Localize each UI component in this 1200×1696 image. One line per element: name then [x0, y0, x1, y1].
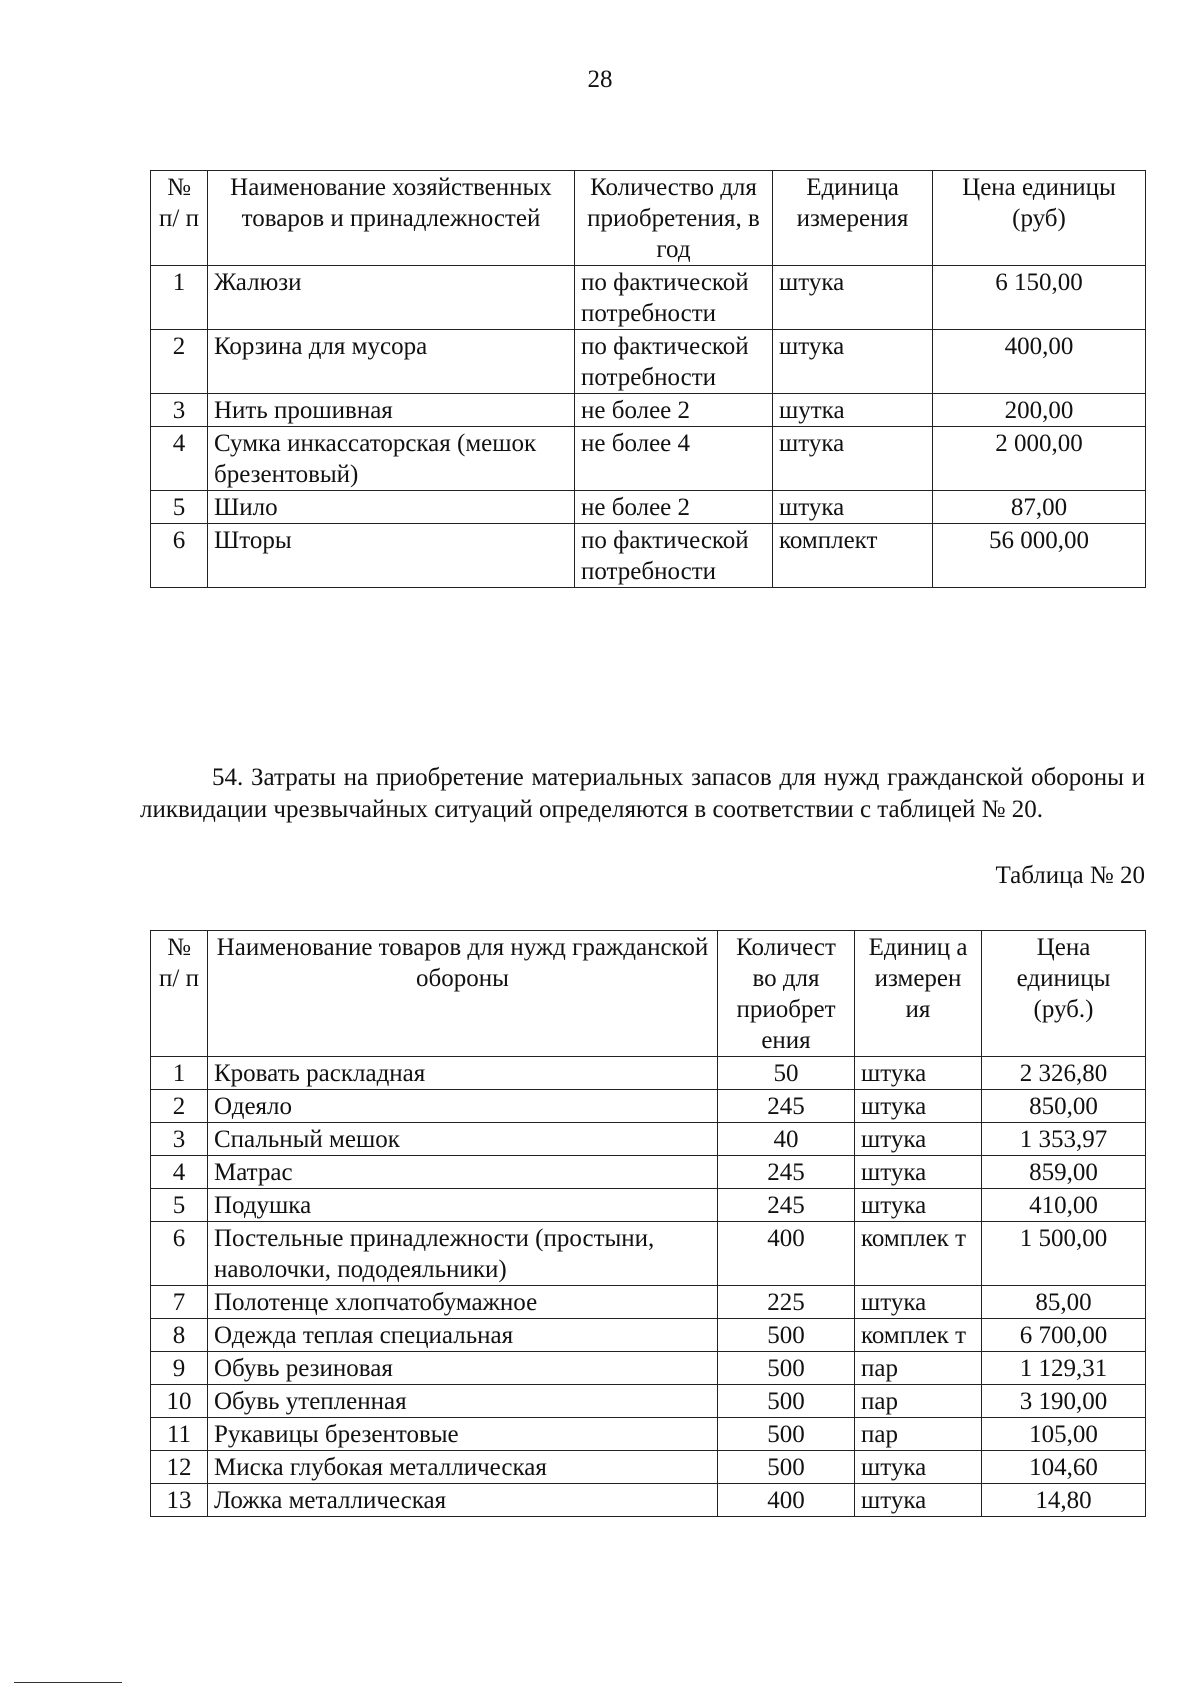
- cell-unit: штука: [855, 1090, 982, 1123]
- cell-price: 6 150,00: [933, 266, 1146, 330]
- cell-price: 400,00: [933, 330, 1146, 394]
- header-num: № п/ п: [151, 171, 208, 266]
- table-row: [151, 1286, 1146, 1319]
- cell-num: 10: [151, 1385, 208, 1418]
- cell-qty: не более 2: [575, 394, 773, 427]
- cell-qty: 400: [718, 1484, 855, 1517]
- cell-unit: пар: [855, 1352, 982, 1385]
- cell-qty: 225: [718, 1286, 855, 1319]
- header-unit: Единица измерения: [773, 171, 933, 266]
- cell-price: 14,80: [982, 1484, 1146, 1517]
- cell-price: 1 353,97: [982, 1123, 1146, 1156]
- cell-num: 1: [151, 266, 208, 330]
- cell-unit: штука: [855, 1484, 982, 1517]
- cell-num: 4: [151, 1156, 208, 1189]
- cell-qty: по фактической потребности: [575, 330, 773, 394]
- table-body: [151, 1057, 1146, 1517]
- cell-name: Спальный мешок: [208, 1123, 718, 1156]
- cell-name: Подушка: [208, 1189, 718, 1222]
- cell-name: Постельные принадлежности (простыни, наволочки, пододеяльники): [208, 1222, 718, 1286]
- table-body: [151, 266, 1146, 588]
- cell-num: 4: [151, 427, 208, 491]
- cell-qty: 400: [718, 1222, 855, 1286]
- cell-name: Корзина для мусора: [208, 330, 575, 394]
- cell-price: 87,00: [933, 491, 1146, 524]
- cell-num: 12: [151, 1451, 208, 1484]
- cell-price: 859,00: [982, 1156, 1146, 1189]
- table-header-row: [151, 931, 1146, 1057]
- cell-price: 1 129,31: [982, 1352, 1146, 1385]
- cell-price: 105,00: [982, 1418, 1146, 1451]
- cell-price: 410,00: [982, 1189, 1146, 1222]
- table-row: [151, 1319, 1146, 1352]
- cell-name: Обувь резиновая: [208, 1352, 718, 1385]
- cell-unit: пар: [855, 1418, 982, 1451]
- cell-price: 2 326,80: [982, 1057, 1146, 1090]
- cell-name: Ложка металлическая: [208, 1484, 718, 1517]
- cell-unit: штука: [855, 1123, 982, 1156]
- cell-price: 3 190,00: [982, 1385, 1146, 1418]
- cell-name: Жалюзи: [208, 266, 575, 330]
- cell-price: 6 700,00: [982, 1319, 1146, 1352]
- cell-qty: 245: [718, 1090, 855, 1123]
- table-row: [151, 394, 1146, 427]
- cell-name: Шторы: [208, 524, 575, 588]
- cell-name: Обувь утепленная: [208, 1385, 718, 1418]
- cell-qty: 500: [718, 1319, 855, 1352]
- cell-unit: комплект: [773, 524, 933, 588]
- cell-num: 6: [151, 1222, 208, 1286]
- table-row: [151, 524, 1146, 588]
- cell-price: 2 000,00: [933, 427, 1146, 491]
- table-caption: Таблица № 20: [995, 862, 1145, 889]
- cell-name: Шило: [208, 491, 575, 524]
- cell-unit: штука: [773, 427, 933, 491]
- cell-unit: штука: [855, 1189, 982, 1222]
- header-price: Цена единицы (руб): [933, 171, 1146, 266]
- cell-qty: 245: [718, 1189, 855, 1222]
- table-row: [151, 1418, 1146, 1451]
- cell-price: 85,00: [982, 1286, 1146, 1319]
- table-row: [151, 1189, 1146, 1222]
- header-qty: Количество для приобретения, в год: [575, 171, 773, 266]
- table-row: [151, 1222, 1146, 1286]
- cell-num: 6: [151, 524, 208, 588]
- cell-unit: штука: [855, 1286, 982, 1319]
- table-row: [151, 1352, 1146, 1385]
- cell-price: 200,00: [933, 394, 1146, 427]
- cell-num: 3: [151, 1123, 208, 1156]
- cell-num: 13: [151, 1484, 208, 1517]
- header-name: Наименование хозяйственных товаров и принадлежностей: [208, 171, 575, 266]
- household-goods-table: [150, 170, 1146, 588]
- header-qty: Количест во для приобрет ения: [718, 931, 855, 1057]
- cell-qty: по фактической потребности: [575, 266, 773, 330]
- cell-name: Одеяло: [208, 1090, 718, 1123]
- cell-name: Кровать раскладная: [208, 1057, 718, 1090]
- cell-qty: 245: [718, 1156, 855, 1189]
- cell-qty: 500: [718, 1352, 855, 1385]
- cell-unit: комплек т: [855, 1222, 982, 1286]
- cell-num: 8: [151, 1319, 208, 1352]
- cell-qty: по фактической потребности: [575, 524, 773, 588]
- table-row: [151, 1123, 1146, 1156]
- cell-unit: штука: [773, 491, 933, 524]
- table-row: [151, 266, 1146, 330]
- cell-num: 2: [151, 1090, 208, 1123]
- cell-unit: штука: [855, 1451, 982, 1484]
- table-row: [151, 1484, 1146, 1517]
- cell-unit: штука: [773, 266, 933, 330]
- cell-qty: 50: [718, 1057, 855, 1090]
- table-row: [151, 491, 1146, 524]
- header-unit: Единиц а измерен ия: [855, 931, 982, 1057]
- cell-num: 9: [151, 1352, 208, 1385]
- cell-unit: штука: [773, 330, 933, 394]
- civil-defense-table: [150, 930, 1146, 1517]
- table-row: [151, 330, 1146, 394]
- cell-qty: 500: [718, 1418, 855, 1451]
- cell-name: Полотенце хлопчатобумажное: [208, 1286, 718, 1319]
- header-name: Наименование товаров для нужд гражданской обороны: [208, 931, 718, 1057]
- cell-name: Одежда теплая специальная: [208, 1319, 718, 1352]
- cell-price: 104,60: [982, 1451, 1146, 1484]
- cell-num: 2: [151, 330, 208, 394]
- cell-num: 7: [151, 1286, 208, 1319]
- cell-qty: 40: [718, 1123, 855, 1156]
- table-row: [151, 1090, 1146, 1123]
- header-price: Цена единицы (руб.): [982, 931, 1146, 1057]
- table-row: [151, 1451, 1146, 1484]
- cell-num: 5: [151, 1189, 208, 1222]
- cell-qty: не более 4: [575, 427, 773, 491]
- cell-qty: 500: [718, 1451, 855, 1484]
- cell-qty: не более 2: [575, 491, 773, 524]
- table-row: [151, 427, 1146, 491]
- cell-unit: пар: [855, 1385, 982, 1418]
- cell-name: Миска глубокая металлическая: [208, 1451, 718, 1484]
- cell-num: 5: [151, 491, 208, 524]
- table-header-row: [151, 171, 1146, 266]
- cell-unit: комплек т: [855, 1319, 982, 1352]
- page-number: 28: [587, 66, 613, 93]
- cell-name: Матрас: [208, 1156, 718, 1189]
- cell-name: Сумка инкассаторская (мешок брезентовый): [208, 427, 575, 491]
- cell-name: Рукавицы брезентовые: [208, 1418, 718, 1451]
- table-row: [151, 1156, 1146, 1189]
- header-num: № п/ п: [151, 931, 208, 1057]
- cell-price: 1 500,00: [982, 1222, 1146, 1286]
- cell-qty: 500: [718, 1385, 855, 1418]
- footer-divider: [14, 1682, 122, 1683]
- cell-num: 3: [151, 394, 208, 427]
- cell-price: 850,00: [982, 1090, 1146, 1123]
- cell-unit: шутка: [773, 394, 933, 427]
- table-row: [151, 1385, 1146, 1418]
- cell-price: 56 000,00: [933, 524, 1146, 588]
- paragraph-54: 54. Затраты на приобретение материальных запасов для нужд гражданской обороны и ликвидации чрезвычайных ситуаций определяются в соответствии с таблицей № 20.: [140, 764, 1145, 823]
- cell-name: Нить прошивная: [208, 394, 575, 427]
- cell-num: 1: [151, 1057, 208, 1090]
- cell-num: 11: [151, 1418, 208, 1451]
- table-row: [151, 1057, 1146, 1090]
- cell-unit: штука: [855, 1057, 982, 1090]
- cell-unit: штука: [855, 1156, 982, 1189]
